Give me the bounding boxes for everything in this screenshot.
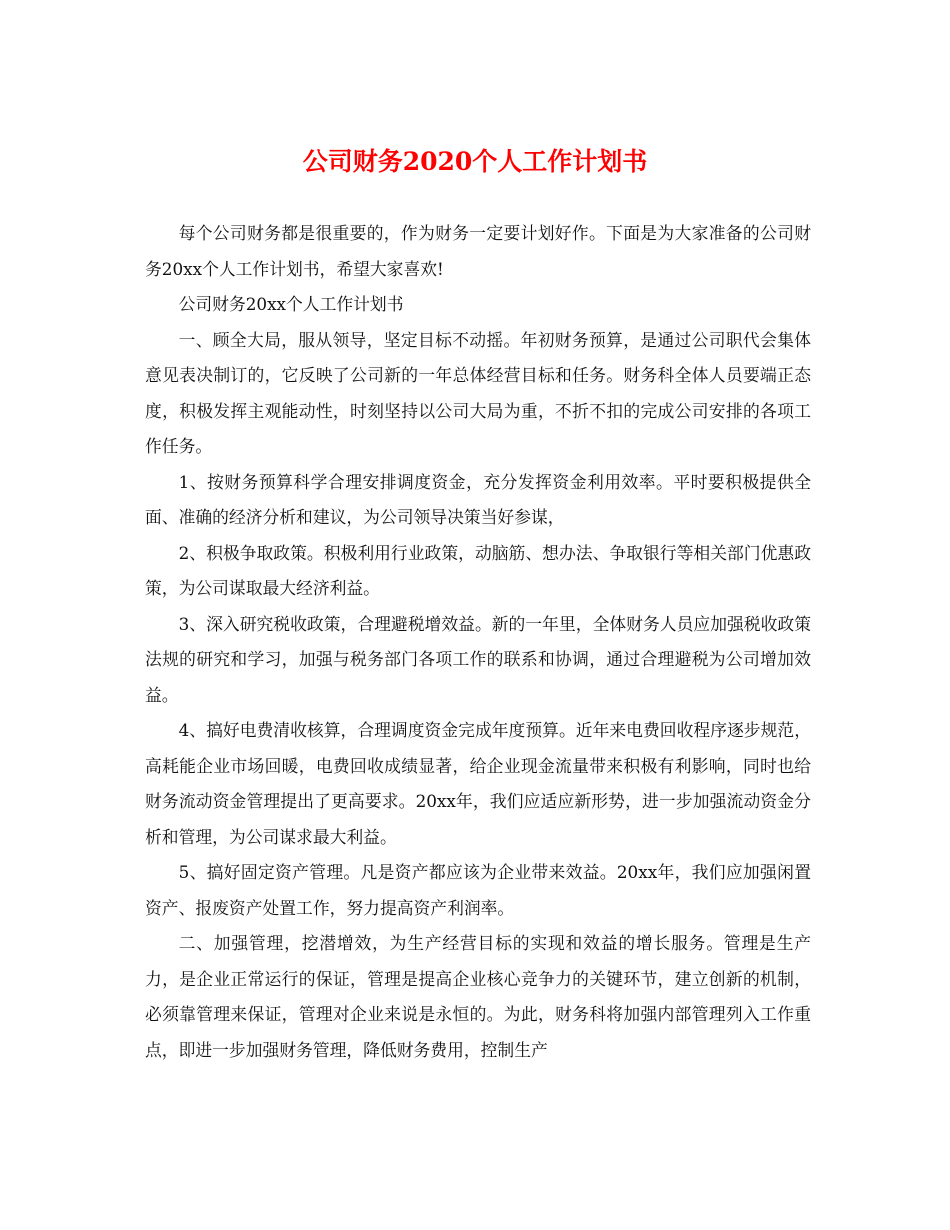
paragraph-intro: 每个公司财务都是很重要的，作为财务一定要计划好作。下面是为大家准备的公司财务20xx个人工作计划书，希望大家喜欢! <box>145 223 811 279</box>
paragraph-subtitle: 公司财务20xx个人工作计划书 <box>178 294 404 314</box>
document-title: 公司财务2020个人工作计划书 <box>302 147 648 176</box>
paragraph-item-4: 4、搞好电费清收核算，合理调度资金完成年度预算。近年来电费回收程序逐步规范，高耗能企业市场回暖，电费回收成绩显著，给企业现金流量带来积极有利影响，同时也给财务流动资金管理提出了更高要求。20xx年，我们应适应新形势，进一步加强流动资金分析和管理，为公司谋求最大利益。 <box>145 720 811 847</box>
paragraph-item-5: 5、搞好固定资产管理。凡是资产都应该为企业带来效益。20xx年，我们应加强闲置资产、报废资产处置工作，努力提高资产利润率。 <box>145 862 811 918</box>
paragraph-section-1: 一、顾全大局，服从领导，坚定目标不动摇。年初财务预算，是通过公司职代会集体意见表决制订的，它反映了公司新的一年总体经营目标和任务。财务科全体人员要端正态度，积极发挥主观能动性，时刻坚持以公司大局为重，不折不扣的完成公司安排的各项工作任务。 <box>145 329 811 456</box>
document-body <box>145 216 811 1068</box>
paragraph-item-2: 2、积极争取政策。积极利用行业政策，动脑筋、想办法、争取银行等相关部门优惠政策，为公司谋取最大经济利益。 <box>145 542 811 598</box>
paragraph-item-3: 3、深入研究税收政策，合理避税增效益。新的一年里，全体财务人员应加强税收政策法规的研究和学习，加强与税务部门各项工作的联系和协调，通过合理避税为公司增加效益。 <box>145 613 811 705</box>
paragraph-section-2: 二、加强管理，挖潜增效，为生产经营目标的实现和效益的增长服务。管理是生产力，是企业正常运行的保证，管理是提高企业核心竞争力的关键环节，建立创新的机制，必须靠管理来保证，管理对企业来说是永恒的。为此，财务科将加强内部管理列入工作重点，即进一步加强财务管理，降低财务费用，控制生产 <box>145 933 811 1060</box>
paragraph-item-1: 1、按财务预算科学合理安排调度资金，充分发挥资金利用效率。平时要积极提供全面、准确的经济分析和建议，为公司领导决策当好参谋， <box>145 471 811 527</box>
